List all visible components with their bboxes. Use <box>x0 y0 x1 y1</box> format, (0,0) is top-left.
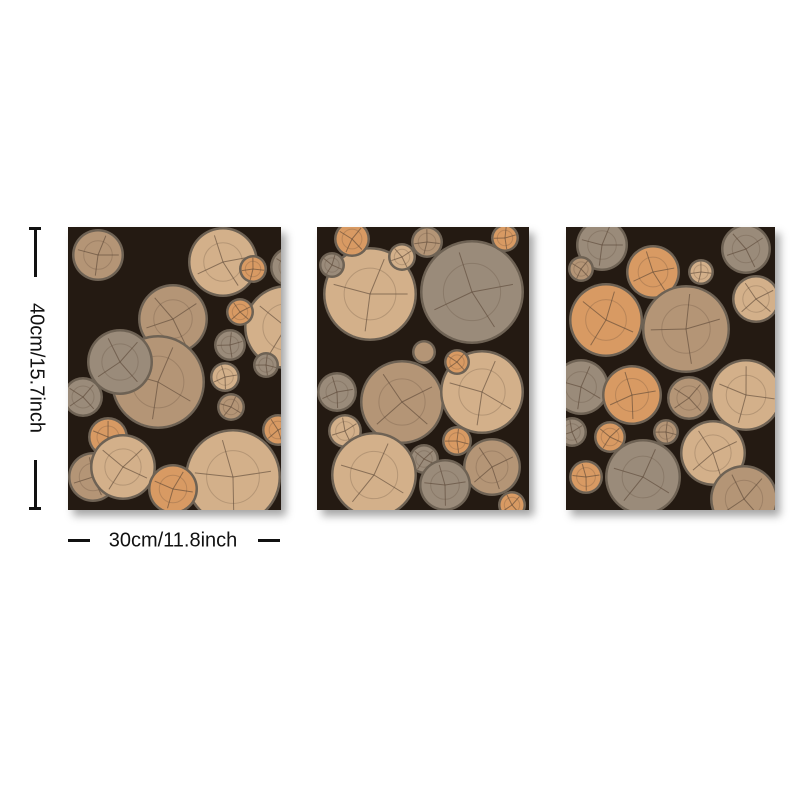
width-dimension-label: 30cm/11.8inch <box>108 529 238 552</box>
log-end <box>444 349 470 375</box>
log-end <box>569 283 643 357</box>
log-end <box>388 243 416 271</box>
log-end <box>667 376 711 420</box>
log-end <box>226 298 254 326</box>
log-end <box>420 240 524 344</box>
log-end <box>360 360 444 444</box>
log-end <box>217 393 245 421</box>
log-end <box>253 352 279 378</box>
log-end <box>411 227 443 258</box>
log-end <box>412 340 436 364</box>
height-line-upper <box>34 227 37 277</box>
log-pile-image-middle <box>317 227 529 510</box>
log-end <box>688 259 714 285</box>
log-end <box>210 362 240 392</box>
height-tick-bottom <box>29 507 41 510</box>
canvas-panel-right <box>566 227 775 510</box>
log-pile-image-right <box>566 227 775 510</box>
width-line-left <box>68 539 90 542</box>
log-end <box>602 365 662 425</box>
log-end <box>463 438 521 496</box>
log-pile-image-left <box>68 227 281 510</box>
log-end <box>419 459 471 510</box>
width-line-right <box>258 539 280 542</box>
canvas-panel-left <box>68 227 281 510</box>
log-end <box>319 252 345 278</box>
log-end <box>239 255 267 283</box>
log-end <box>568 256 594 282</box>
log-end <box>72 229 124 281</box>
canvas-panel-middle <box>317 227 529 510</box>
height-line-lower <box>34 460 37 510</box>
height-dimension-label: 40cm/15.7inch <box>25 302 48 434</box>
log-end <box>90 434 156 500</box>
log-end <box>317 372 357 412</box>
log-end <box>87 329 153 395</box>
log-end <box>214 329 246 361</box>
log-end <box>653 419 679 445</box>
log-end <box>569 460 603 494</box>
log-end <box>642 285 730 373</box>
